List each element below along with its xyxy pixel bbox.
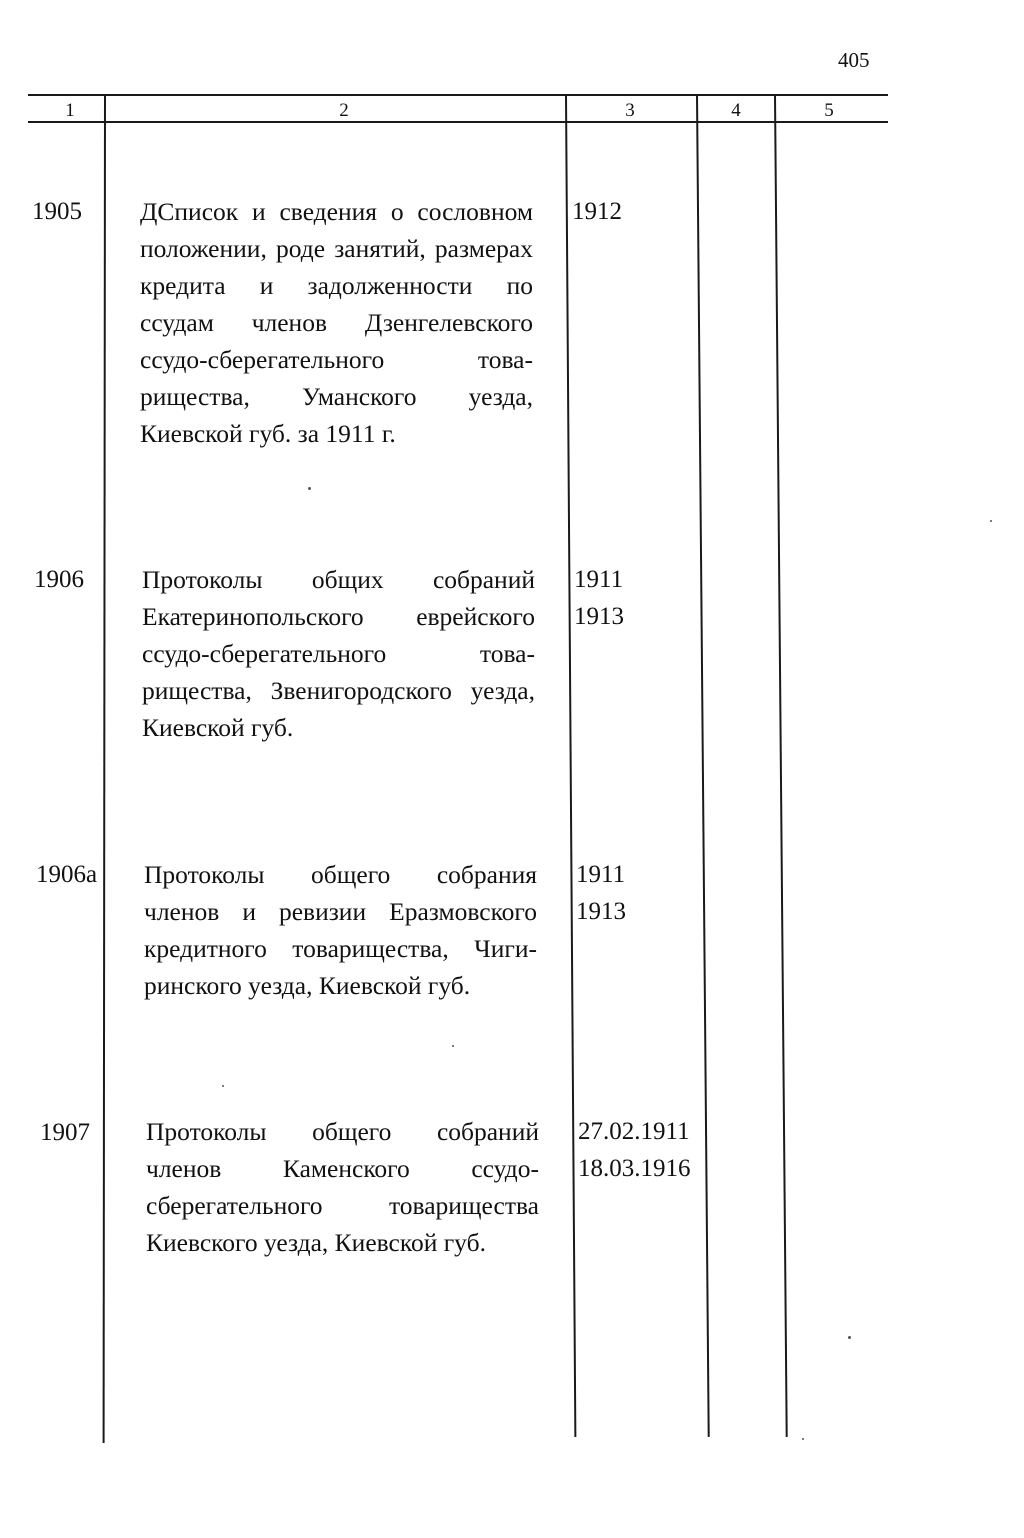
description-line: Киевского уезда, Киевской губ. [146,1228,486,1257]
row-dates [572,193,622,230]
page-number: 405 [838,48,870,72]
column-header-3: 3 [625,100,635,121]
date-value: 1911 [576,861,626,888]
column-header-1: 1 [65,100,75,121]
description-line: ссудо-сберегательного това- [142,639,535,668]
column-divider-4 [774,95,787,1437]
scan-speck [308,487,311,490]
description-line: ДСписок и сведения о сословном [140,197,533,226]
column-header-4: 4 [731,100,741,121]
description-line: положении, роде занятий, размерах [140,234,533,263]
row-number: 1907 [40,1119,90,1146]
column-divider-3 [696,95,709,1437]
scan-speck [802,1438,804,1440]
date-value: 1913 [576,898,626,925]
date-value: 1912 [572,198,622,225]
row-description [144,856,537,1004]
scan-speck [990,520,992,522]
date-value: 18.03.1916 [578,1155,691,1182]
row-number: 1906а [36,861,98,888]
description-line: сберегательного товарищества [146,1191,539,1220]
row-description [146,1113,539,1261]
table-top-rule [28,94,888,96]
row-dates [574,561,624,635]
column-header-2: 2 [339,100,349,121]
description-line: ринского уезда, Киевской губ. [144,971,471,1000]
description-line: Протоколы общего собрания [144,860,537,889]
description-line: Киевской губ. [142,713,294,742]
row-number: 1906 [34,566,84,593]
description-line: членов и ревизии Еразмовского [144,897,537,926]
column-header-5: 5 [824,100,834,121]
description-line: кредита и задолженности по [140,271,533,300]
row-dates [576,856,626,930]
row-number: 1905 [32,198,82,225]
row-dates [578,1113,691,1187]
scan-speck [452,1045,454,1047]
description-line: рищества, Звенигородского уезда, [142,676,535,705]
row-description [142,561,535,746]
description-line: ссудам членов Дзенгелевского [140,308,533,337]
scan-speck [222,1085,224,1087]
description-line: ссудо-сберегательного това- [140,345,533,374]
date-value: 1913 [574,603,624,630]
description-line: Протоколы общих собраний [142,565,535,594]
description-line: Екатеринопольского еврейского [142,602,535,631]
header-bottom-rule [28,121,888,123]
column-divider-2 [565,95,576,1437]
date-value: 27.02.1911 [578,1118,690,1145]
description-line: членов Каменского ссудо- [146,1154,539,1183]
scan-speck [848,1336,851,1339]
column-divider-1 [103,95,106,1443]
row-description [140,193,533,452]
description-line: Киевской губ. за 1911 г. [140,419,396,448]
description-line: рищества, Уманского уезда, [140,382,533,411]
description-line: Протоколы общего собраний [146,1117,539,1146]
description-line: кредитного товарищества, Чиги- [144,934,537,963]
date-value: 1911 [574,566,624,593]
